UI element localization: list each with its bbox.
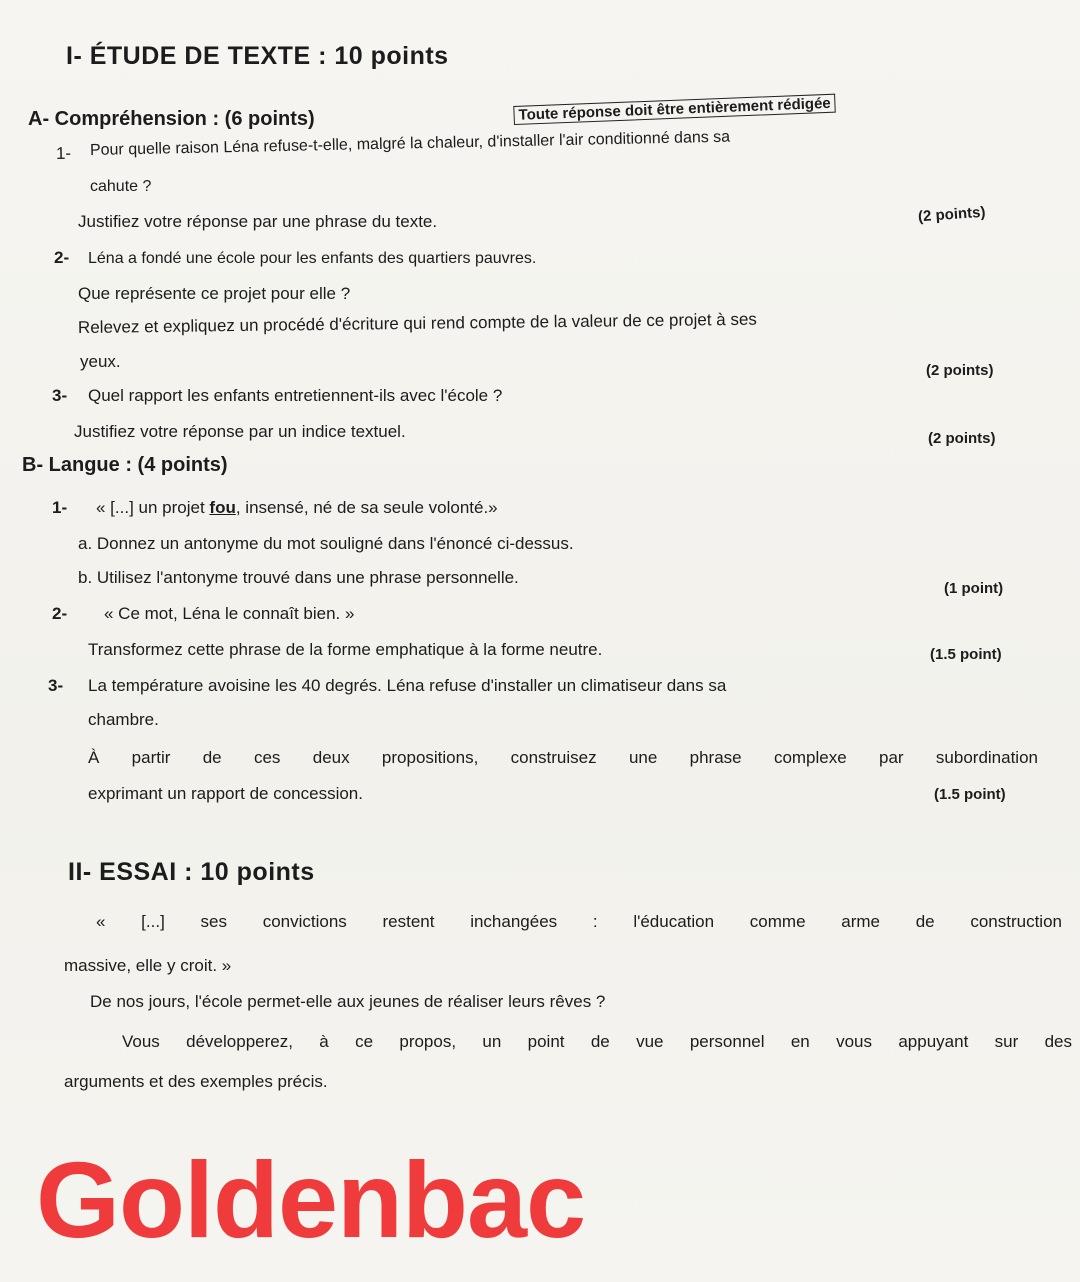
q2-number: 2- [54,248,70,267]
essai-question: De nos jours, l'école permet-elle aux jeunes de réaliser leurs rêves ? [90,992,606,1011]
b-q2-quote: « Ce mot, Léna le connaît bien. » [104,604,355,623]
b-q1-quote-after: , insensé, né de sa seule volonté.» [235,498,498,517]
b-q3-line2: chambre. [88,710,159,729]
q3-points: (2 points) [928,430,996,447]
part-b-title: B- Langue : (4 points) [22,454,228,476]
b-q1-number: 1- [52,498,68,517]
section-essai-title: II- ESSAI : 10 points [68,858,315,886]
b-q1-quote [96,498,498,518]
q1-line2: cahute ? [90,178,152,195]
b-q1-underlined-word: fou [209,498,236,517]
goldenbac-watermark: Goldenbac [36,1139,586,1260]
q2-line4: yeux. [80,352,121,371]
b-q3-line1: La température avoisine les 40 degrés. Léna refuse d'installer un climatiseur dans sa [88,676,727,695]
b-q2-points: (1.5 point) [930,646,1002,663]
q1-line3: Justifiez votre réponse par une phrase du texte. [78,212,438,231]
b-q3-line3: À partir de ces deux propositions, construisez une phrase complexe par subordination [88,748,1038,767]
essai-instruction-line1: Vous développerez, à ce propos, un point de vue personnel en vous appuyant sur des [122,1032,1072,1051]
q1-points: (2 points) [917,203,987,226]
b-q1-b: b. Utilisez l'antonyme trouvé dans une phrase personnelle. [78,568,519,587]
essai-quote-line2: massive, elle y croit. » [64,956,232,975]
q1-line1: Pour quelle raison Léna refuse-t-elle, malgré la chaleur, d'installer l'air conditionné dans sa [89,128,731,159]
b-q3-points: (1.5 point) [934,786,1006,803]
part-a-title: A- Compréhension : (6 points) [28,108,315,130]
notice-box: Toute réponse doit être entièrement rédigée [513,94,836,125]
b-q2-instruction: Transformez cette phrase de la forme emphatique à la forme neutre. [88,640,603,659]
q2-points: (2 points) [926,362,994,379]
b-q3-line4: exprimant un rapport de concession. [88,784,363,803]
b-q2-number: 2- [52,604,68,623]
q3-line1: Quel rapport les enfants entretiennent-ils avec l'école ? [88,386,503,405]
essai-instruction-line2: arguments et des exemples précis. [64,1072,328,1091]
b-q1-a: a. Donnez un antonyme du mot souligné dans l'énoncé ci-dessus. [78,534,574,553]
section-etude-title: I- ÉTUDE DE TEXTE : 10 points [66,42,449,70]
essai-quote-line1: « [...] ses convictions restent inchangées : l'éducation comme arme de construction [96,912,1062,931]
q3-number: 3- [52,386,68,405]
q1-number: 1- [55,143,72,163]
b-q1-quote-before: « [...] un projet [96,498,210,517]
b-q3-number: 3- [48,676,64,695]
q3-line2: Justifiez votre réponse par un indice textuel. [74,422,406,441]
b-q1-points: (1 point) [944,580,1004,597]
q2-line2: Que représente ce projet pour elle ? [78,284,351,303]
q2-line1: Léna a fondé une école pour les enfants des quartiers pauvres. [88,250,537,267]
q2-line3: Relevez et expliquez un procédé d'écriture qui rend compte de la valeur de ce projet à ses [77,309,757,337]
